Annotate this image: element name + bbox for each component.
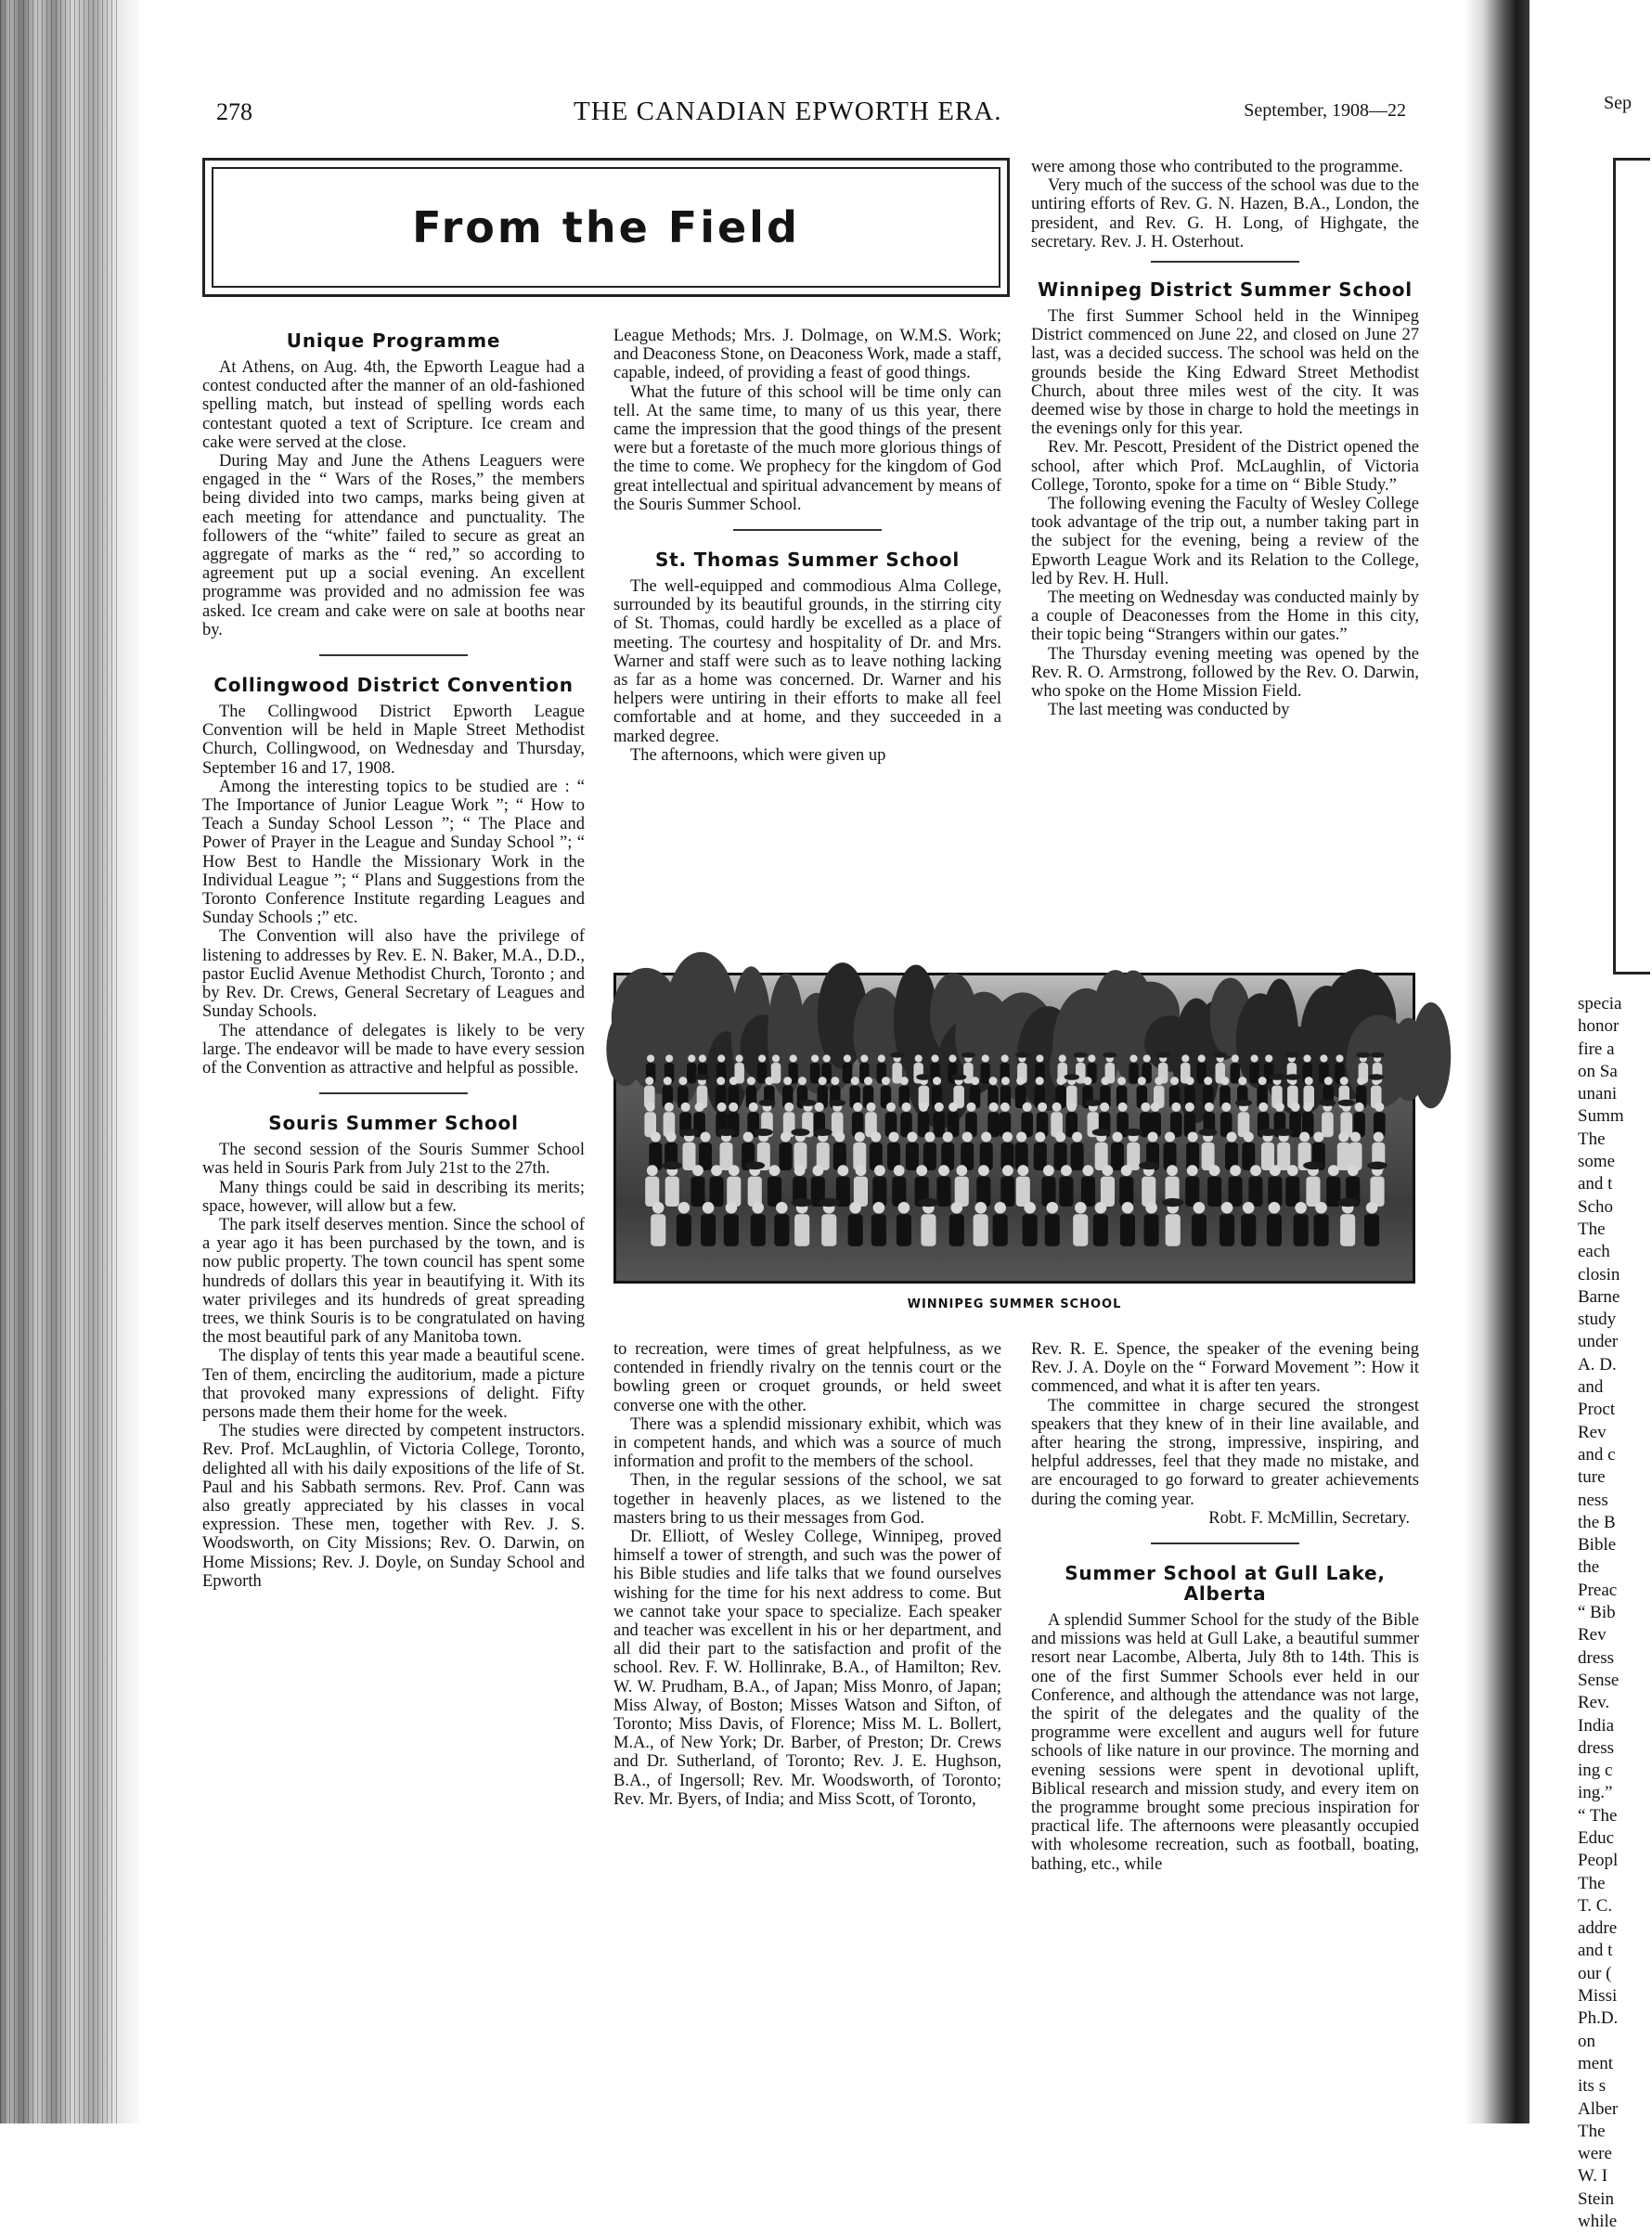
group-photograph (613, 973, 1415, 1284)
column-2-bottom (613, 1340, 1001, 1809)
adjacent-line-fragment: Rev (1578, 1422, 1607, 1442)
adjacent-line-fragment: Bible (1578, 1535, 1617, 1555)
adjacent-line-fragment: and c (1578, 1444, 1616, 1465)
adjacent-line-fragment: closin (1578, 1264, 1620, 1284)
adjacent-line-fragment: specia (1578, 994, 1622, 1013)
adjacent-line-fragment: dress (1578, 1647, 1615, 1668)
article-paragraph: At Athens, on Aug. 4th, the Epworth League had a contest conducted after the manner of an old-fashioned spelling match, but instead of spelling words each contestant quoted a text of Scripture. Ice cream and cake were served at the close. (202, 358, 585, 452)
adjacent-line-fragment: Alber (1578, 2098, 1619, 2119)
section-banner (202, 158, 1010, 297)
column-3-top (1031, 158, 1419, 719)
adjacent-line-fragment: Rev. (1578, 1693, 1610, 1713)
adjacent-line-fragment: The (1578, 2121, 1606, 2141)
adjacent-line-fragment: Educ (1578, 1827, 1615, 1848)
adjacent-line-fragment: the (1578, 1557, 1600, 1578)
adjacent-line-fragment: Proct (1578, 1400, 1616, 1420)
article-paragraph: The first Summer School held in the Winnipeg District commenced on June 22, and closed on June 27 last, was a decided success. The school was held on the grounds beside the King Edward Street Methodist Church, about three miles west of the city. It was deemed wise by those in charge to hold the meetings in the evenings only for this year. (1031, 307, 1419, 439)
adjacent-line-fragment: The (1578, 1219, 1606, 1239)
adjacent-line-fragment: “ Bib (1578, 1603, 1616, 1623)
adjacent-page-text (1578, 993, 1652, 2233)
adjacent-line-fragment: Rev (1578, 1625, 1607, 1646)
page-header (216, 98, 1406, 136)
section-divider (1151, 1542, 1299, 1544)
article-paragraph: The Convention will also have the privilege of listening to addresses by Rev. E. N. Baker, M.A., D.D., pastor Euclid Avenue Methodist Church, Toronto ; and by Rev. Dr. Crews, General Secretary of Leagues and Sunday Schools. (202, 927, 585, 1022)
column-1 (202, 327, 585, 1591)
article-paragraph: The afternoons, which were given up (630, 745, 886, 765)
article-paragraph: Dr. Elliott, of Wesley College, Winnipeg, proved himself a tower of strength, and such was the power of his Bible studies and life talks that we found ourselves wishing for the time for his next address to come. But we cannot take your space to specialize. Each speaker and teacher was excellent in his or her department, and all did their part to the satisfaction and profit of the school. Rev. F. W. Hollinrake, B.A., of Hamilton; Rev. W. W. Prudham, B.A., of Japan; Miss Monro, of Japan; Miss Alway, of Boston; Misses Watson and Sifton, of Toronto; Miss Davis, of Florence; Miss M. L. Bollert, M.A., of New York; Dr. Barber, of Preston; Dr. Crews and Dr. Sutherland, of Toronto; Rev. J. E. Hughson, B.A., of Ingersoll; Rev. Mr. Woodsworth, of Toronto; Rev. Mr. Byers, of India; and Miss Scott, of Toronto, (613, 1528, 1001, 1809)
article-paragraph: Among the interesting topics to be studied are : “ The Importance of Junior League Work ”; “ How to Teach a Sunday School Lesson ”; “ The Place and Power of Prayer in the League and Sunday School ”; “ How Best to Handle the Missionary Work in the Individual League ”; “ Plans and Suggestions from the Toronto Conference Institute regarding Leagues and Sunday Schools ;” etc. (202, 777, 585, 928)
article-paragraph: were among those who contributed to the programme. (1031, 158, 1403, 176)
adjacent-line-fragment: ture (1578, 1467, 1606, 1488)
article-paragraph: The studies were directed by competent instructors. Rev. Prof. McLaughlin, of Victoria College, Toronto, delighted all with his daily expositions of the life of St. Paul and his Sabbath sermons. Rev. Prof. Cann was also greatly appreciated by his classes in vocal expression. These men, together with Rev. J. S. Woodsworth, on City Missions; Rev. O. Darwin, on Home Missions; Rev. J. Doyle, on Sunday School and Epworth (202, 1422, 585, 1591)
adjacent-line-fragment: ness (1578, 1490, 1608, 1510)
adjacent-line-fragment: under (1578, 1332, 1619, 1352)
adjacent-page-frame (1613, 158, 1650, 975)
adjacent-line-fragment: honor (1578, 1016, 1620, 1037)
adjacent-line-fragment: the B (1578, 1512, 1616, 1532)
section-divider (1151, 261, 1299, 263)
adjacent-page-header: Sep (1604, 93, 1632, 113)
article-paragraph: Rev. R. E. Spence, the speaker of the evening being Rev. J. A. Doyle on the “ Forward Movement ”: How it commenced, and what it is after ten years. (1031, 1340, 1419, 1397)
adjacent-line-fragment: The (1578, 1129, 1606, 1149)
article-title: Collingwood District Convention (213, 674, 574, 697)
article-paragraph: The following evening the Faculty of Wesley College took advantage of the trip out, a number taking part in the subject for the evening, being a review of the Epworth League Work and its Relation to the College, led by Rev. H. Hull. (1031, 495, 1419, 588)
section-divider (319, 1092, 468, 1094)
adjacent-line-fragment: The (1578, 1873, 1606, 1893)
article-title: St. Thomas Summer School (654, 549, 961, 572)
section-divider (733, 529, 882, 531)
adjacent-line-fragment: India (1578, 1715, 1615, 1736)
article-paragraph: During May and June the Athens Leaguers were engaged in the “ Wars of the Roses,” the members being divided into two camps, marks being given at each meeting for attendance and punctuality. The followers of the “white” failed to secure as great an aggregate of marks as the “ red,” so according to agreement put up a social evening. An excellent programme was provided and no admission fee was asked. Ice cream and cake were on sale at booths near by. (202, 452, 585, 639)
adjacent-line-fragment: Summ (1578, 1106, 1624, 1127)
adjacent-line-fragment: on (1578, 2031, 1595, 2051)
adjacent-line-fragment: dress (1578, 1737, 1615, 1758)
adjacent-line-fragment: our ( (1578, 1963, 1612, 1983)
adjacent-line-fragment: Ph.D. (1578, 2008, 1619, 2029)
photo-caption: WINNIPEG SUMMER SCHOOL (907, 1297, 1122, 1311)
article-paragraph: Then, in the regular sessions of the school, we sat together in heavenly places, as we listened to the masters bring to us their messages from God. (613, 1471, 1001, 1528)
adjacent-line-fragment: “ The (1578, 1805, 1618, 1826)
page-number: 278 (216, 98, 252, 125)
article-paragraph: The park itself deserves mention. Since the school of a year ago it has been purchased by the town, and is now public property. The town council has spent some hundreds of dollars this year in beautifying it. With its water privileges and its hundreds of great spreading trees, we think Souris is to be congratulated on having the most beautiful park of any Manitoba town. (202, 1215, 585, 1348)
adjacent-line-fragment: unani (1578, 1084, 1618, 1104)
adjacent-line-fragment: T. C. (1578, 1895, 1613, 1916)
article-paragraph: The second session of the Souris Summer School was held in Souris Park from July 21st to the 27th. (202, 1141, 585, 1179)
article-paragraph: The Thursday evening meeting was opened by the Rev. R. O. Armstrong, followed by the Rev. O. Darwin, who spoke on the Home Mission Field. (1031, 644, 1419, 702)
adjacent-line-fragment: each (1578, 1242, 1610, 1262)
issue-date: September, 1908—22 (1244, 100, 1406, 121)
article-paragraph: to recreation, were times of great helpfulness, as we contended in friendly rivalry on the tennis court or the bowling green or croquet grounds, or held sweet converse one with the other. (613, 1340, 1001, 1415)
article-paragraph: What the future of this school will be time only can tell. At the same time, to many of us this year, there came the impression that the good things of the present were but a foretaste of the much more glorious things of the time to come. We prophecy for the kingdom of God great intellectual and spiritual advancement by means of the Souris Summer School. (613, 382, 1001, 514)
adjacent-line-fragment: fire a (1578, 1039, 1615, 1059)
article-paragraph: Many things could be said in describing its merits; space, however, will allow but a few. (202, 1178, 585, 1216)
adjacent-line-fragment: study (1578, 1310, 1617, 1330)
article-paragraph: The well-equipped and commodious Alma College, surrounded by its beautiful grounds, in the stirring city of St. Thomas, could hardly be excelled as a place of meeting. The courtesy and hospitality of Dr. and Mrs. Warner and staff were such as to leave nothing lacking as far as a home was concerned. Dr. Warner and his helpers were untiring in their efforts to make all feel comfortable and at home, and they succeeded in a marked degree. (613, 577, 1001, 746)
adjacent-line-fragment: Sense (1578, 1670, 1620, 1690)
adjacent-line-fragment: Barne (1578, 1286, 1620, 1307)
adjacent-line-fragment: were (1578, 2144, 1612, 2164)
magazine-title: THE CANADIAN EPWORTH ERA. (574, 97, 1002, 126)
article-paragraph: The last meeting was conducted by (1048, 701, 1290, 720)
signature: Robt. F. McMillin, Secretary. (1208, 1508, 1410, 1528)
adjacent-line-fragment: W. I (1578, 2166, 1608, 2187)
adjacent-line-fragment: Stein (1578, 2188, 1615, 2209)
adjacent-line-fragment: on Sa (1578, 1061, 1618, 1081)
column-3-bottom (1031, 1340, 1419, 1874)
article-paragraph: Rev. Mr. Pescott, President of the District opened the school, after which Prof. McLaughlin, of Victoria College, Toronto, spoke for a time on “ Bible Study.” (1031, 438, 1419, 495)
column-2-top (613, 327, 1001, 765)
adjacent-line-fragment: some (1578, 1152, 1616, 1172)
adjacent-line-fragment: while (1578, 2212, 1618, 2232)
article-title: Summer School at Gull Lake, Alberta (1065, 1562, 1386, 1606)
banner-title: From the Field (412, 202, 800, 252)
article-paragraph: League Methods; Mrs. J. Dolmage, on W.M.S. Work; and Deaconess Stone, on Deaconess Work, made a staff, capable, indeed, of providing a feast of good things. (613, 327, 1001, 383)
adjacent-line-fragment: and (1578, 1377, 1604, 1398)
adjacent-line-fragment: ing c (1578, 1761, 1613, 1781)
article-title: Winnipeg District Summer School (1038, 278, 1413, 302)
article-paragraph: The display of tents this year made a beautiful scene. Ten of them, encircling the auditorium, made a picture that provoked many expressions of delight. Fifty persons made them their home for the week. (202, 1347, 585, 1422)
article-paragraph: There was a splendid missionary exhibit, which was in competent hands, and which was a source of much information and profit to the members of the school. (613, 1414, 1001, 1472)
adjacent-line-fragment: and t (1578, 1941, 1613, 1961)
article-paragraph: The committee in charge secured the strongest speakers that they knew of in their line available, and after hearing the strong, impressive, inspiring, and helpful addresses, feel that they made no mistake, and are encouraged to go forward to greater achievements during the coming year. (1031, 1396, 1419, 1509)
adjacent-page (1529, 0, 1633, 2232)
article-title: Souris Summer School (268, 1112, 519, 1135)
article-paragraph: The attendance of delegates is likely to be very large. The endeavor will be made to have every session of the Convention as attractive and helpful as possible. (202, 1021, 585, 1078)
article-paragraph: Very much of the success of the school was due to the untiring efforts of Rev. G. N. Hazen, B.A., London, the president, and Rev. G. H. Long, of Highgate, the secretary. Rev. J. H. Osterhout. (1031, 176, 1419, 252)
adjacent-line-fragment: Peopl (1578, 1851, 1619, 1871)
book-spine (1465, 0, 1529, 2123)
article-title: Unique Programme (286, 329, 501, 352)
article-paragraph: The Collingwood District Epworth League Convention will be held in Maple Street Methodist Church, Collingwood, on Wednesday and Thursday, September 16 and 17, 1908. (202, 703, 585, 778)
adjacent-line-fragment: addre (1578, 1918, 1618, 1939)
adjacent-line-fragment: ment (1578, 2053, 1613, 2073)
adjacent-line-fragment: and t (1578, 1174, 1613, 1194)
adjacent-line-fragment: ing.” (1578, 1783, 1613, 1803)
adjacent-line-fragment: Scho (1578, 1196, 1613, 1217)
article-paragraph: A splendid Summer School for the study of the Bible and missions was held at Gull Lake, a beautiful summer resort near Lacombe, Alberta, July 8th to 14th. This is one of the first Summer Schools ever held in our Conference, and although the attendance was not large, the spirit of the delegates and the quality of the programme were excellent and augurs well for future schools of like nature in our province. The morning and evening sessions were spent in devotional uplift, Biblical research and mission study, and every item on the programme brought some precious inspiration for practical life. The afternoons were pleasantly occupied with wholesome recreation, such as football, boating, bathing, etc., while (1031, 1611, 1419, 1874)
section-divider (319, 654, 468, 656)
adjacent-line-fragment: Preac (1578, 1580, 1618, 1600)
adjacent-line-fragment: A. D. (1578, 1354, 1617, 1375)
adjacent-line-fragment: Missi (1578, 1986, 1618, 2007)
book-gutter (0, 0, 139, 2123)
article-paragraph: The meeting on Wednesday was conducted mainly by a couple of Deaconesses from the Home in this city, their topic being “Strangers within our gates.” (1031, 588, 1419, 645)
adjacent-line-fragment: its s (1578, 2076, 1607, 2097)
